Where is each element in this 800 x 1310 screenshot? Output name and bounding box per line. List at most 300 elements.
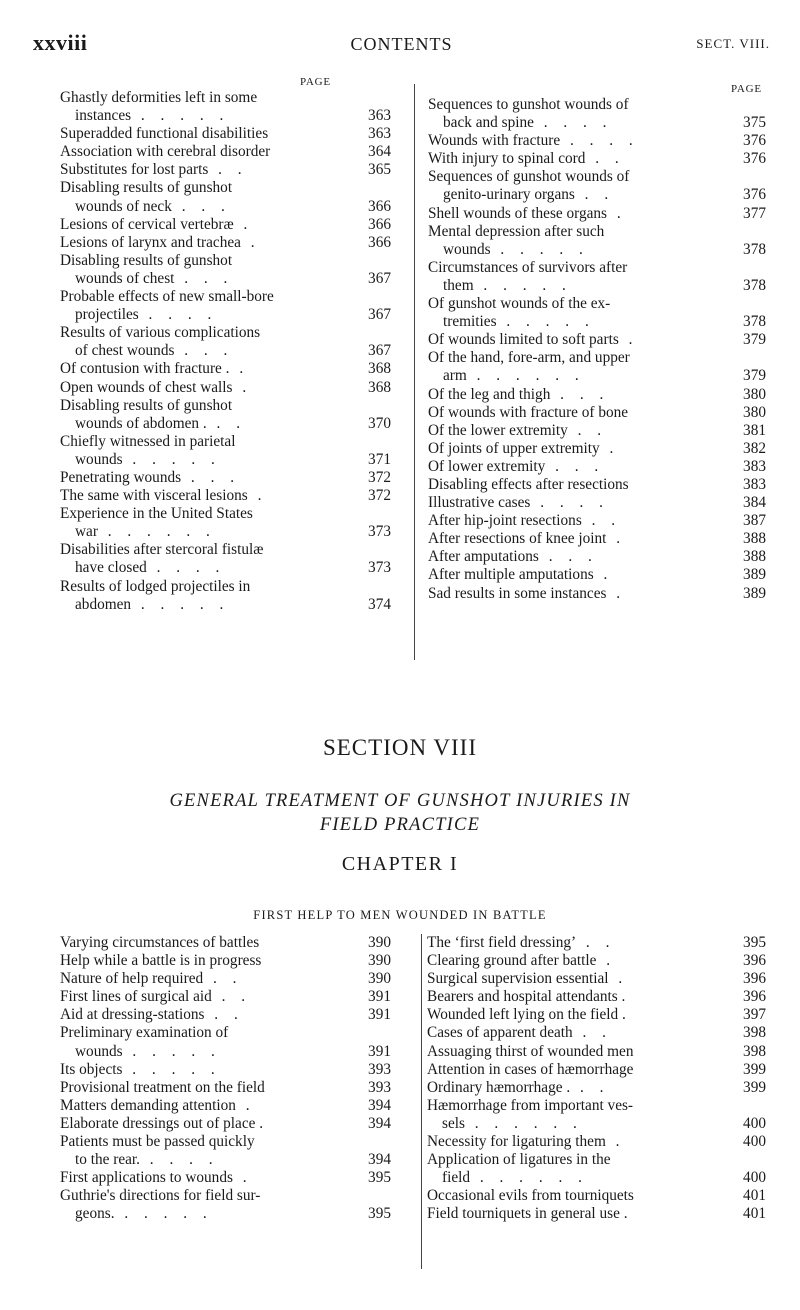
contents-entry	[60, 433, 391, 469]
entry-title-line: Lesions of cervical vertebræ .	[60, 215, 254, 233]
running-title: CONTENTS	[350, 34, 453, 54]
entry-page-number: 399	[743, 1078, 766, 1096]
dot-leader: .	[608, 970, 629, 988]
column-divider-top	[414, 84, 415, 660]
contents-entry	[60, 252, 391, 288]
dot-leader: .	[229, 360, 250, 378]
entry-title	[60, 1115, 353, 1133]
dot-leader: . . .	[181, 468, 241, 486]
contents-entry	[427, 1006, 766, 1024]
entry-title	[427, 970, 728, 988]
entry-page-number: 396	[743, 970, 766, 988]
dot-leader: . .	[204, 1006, 244, 1024]
entry-title	[428, 331, 728, 349]
entry-page-number: 366	[368, 215, 391, 233]
dot-leader: . . . . .	[131, 595, 230, 613]
contents-entry	[60, 1079, 391, 1097]
entry-title-line: wounds of neck . . .	[75, 197, 231, 215]
entry-title-line: Occasional evils from tourniquets	[427, 1187, 634, 1205]
entry-title	[60, 988, 353, 1006]
entry-title-line: Chiefly witnessed in parietal	[60, 432, 236, 450]
contents-entry	[428, 476, 766, 494]
section-subtitle-line-1: GENERAL TREATMENT OF GUNSHOT INJURIES IN	[169, 791, 631, 811]
dot-leader: . . . . .	[490, 240, 589, 258]
entry-title	[60, 505, 353, 541]
entry-title-line: have closed . . . .	[75, 559, 226, 577]
entry-page-number: 400	[743, 1169, 766, 1187]
contents-entry	[60, 234, 391, 252]
entry-title-line: First lines of surgical aid . .	[60, 988, 252, 1006]
entry-page-number: 383	[743, 457, 766, 475]
dot-leader: .	[247, 487, 268, 505]
contents-entry	[427, 1024, 766, 1042]
entry-title-line: instances . . . . .	[75, 107, 230, 125]
page-number: xxviii	[33, 30, 88, 55]
entry-title	[427, 1205, 728, 1223]
entry-page-number: 390	[368, 952, 391, 970]
entry-title	[427, 1151, 728, 1187]
chapter-subtitle: FIRST HELP TO MEN WOUNDED IN BATTLE	[253, 908, 547, 922]
contents-entry	[60, 125, 391, 143]
dot-leader: .	[599, 439, 620, 457]
entry-title-line: Superadded functional disabilities	[60, 125, 269, 143]
entry-page-number: 363	[368, 107, 391, 125]
entry-title-line: of chest wounds . . .	[75, 342, 234, 360]
entry-title-line: wounds . . . . .	[75, 450, 221, 468]
entry-page-number: 376	[743, 132, 766, 150]
entry-title-line: geons. . . . . .	[75, 1205, 213, 1223]
entry-page-number: 389	[743, 584, 766, 602]
entry-title	[428, 132, 728, 150]
entry-page-number: 366	[368, 233, 391, 251]
contents-entry	[60, 934, 391, 952]
dot-leader: . . . . . .	[466, 367, 585, 385]
entry-title-line: Preliminary examination of	[60, 1024, 229, 1042]
column-divider-bottom	[421, 934, 422, 1269]
entry-title	[427, 1024, 728, 1042]
contents-entry	[427, 934, 766, 952]
entry-page-number: 381	[743, 421, 766, 439]
entry-title-line: Of gunshot wounds of the ex-	[428, 295, 611, 313]
entry-title	[427, 1006, 728, 1024]
contents-entry	[428, 223, 766, 259]
entry-title	[60, 934, 353, 952]
entry-title	[60, 324, 353, 360]
entry-title-line: wounds of chest . . .	[75, 269, 234, 287]
entry-page-number: 394	[368, 1114, 391, 1132]
entry-page-number: 377	[743, 204, 766, 222]
entry-page-number: 367	[368, 269, 391, 287]
entry-title	[428, 404, 728, 422]
entry-title	[428, 422, 728, 440]
entry-page-number: 368	[368, 360, 391, 378]
entry-page-number: 364	[368, 143, 391, 161]
entry-title-line: Illustrative cases . . . .	[428, 494, 609, 512]
dot-leader: . .	[211, 988, 252, 1006]
entry-title-line: wounds . . . . .	[443, 240, 589, 258]
entry-page-number: 367	[368, 306, 391, 324]
entry-title	[428, 259, 728, 295]
contents-entry	[428, 295, 766, 331]
entry-title-line: After multiple amputations .	[428, 566, 614, 584]
entry-title	[427, 934, 728, 952]
contents-entry	[427, 1133, 766, 1151]
contents-entry	[60, 216, 391, 234]
contents-entry	[428, 331, 766, 349]
dot-leader: .	[606, 584, 627, 602]
contents-entry	[60, 1115, 391, 1133]
entry-title	[428, 295, 728, 331]
contents-entry	[60, 578, 391, 614]
dot-leader: .	[233, 215, 254, 233]
entry-title	[60, 179, 353, 215]
entry-title	[427, 952, 728, 970]
entry-title-line: Necessity for ligaturing them .	[427, 1133, 626, 1151]
entry-title	[428, 548, 728, 566]
entry-title-line: Guthrie's directions for field sur-	[60, 1187, 261, 1205]
page-column-label-right: PAGE	[731, 83, 762, 95]
entry-page-number: 365	[368, 161, 391, 179]
entry-title-line: war . . . . . .	[75, 523, 216, 541]
dot-leader: .	[232, 378, 253, 396]
entry-title	[427, 1187, 728, 1205]
entry-title	[428, 205, 728, 223]
dot-leader: . . . . .	[122, 1042, 221, 1060]
contents-entry	[427, 1043, 766, 1061]
entry-title-line: Hæmorrhage from important ves-	[427, 1096, 634, 1114]
entry-title-line: Clearing ground after battle .	[427, 952, 617, 970]
entry-title-line: Elaborate dressings out of place .	[60, 1114, 264, 1132]
entry-title	[60, 970, 353, 988]
contents-entry	[428, 349, 766, 385]
dot-leader: .	[240, 233, 261, 251]
section-subtitle-line-2: FIELD PRACTICE	[319, 815, 481, 835]
contents-entry	[428, 168, 766, 204]
entry-page-number: 382	[743, 439, 766, 457]
entry-title	[428, 168, 728, 204]
entry-title-line: Ghastly deformities left in some	[60, 89, 258, 106]
entry-title	[60, 1079, 353, 1097]
entry-title-line: them . . . . .	[443, 276, 572, 294]
dot-leader: . . . . .	[114, 1205, 213, 1223]
entry-page-number: 371	[368, 450, 391, 468]
contents-entry	[60, 1169, 391, 1187]
entry-title-line: Of lower extremity . . .	[428, 457, 605, 475]
entry-title-line: genito-urinary organs . .	[443, 186, 615, 204]
contents-column-bottom-left	[60, 934, 391, 1224]
entry-page-number: 370	[368, 414, 391, 432]
entry-page-number: 376	[743, 150, 766, 168]
contents-entry	[427, 1151, 766, 1187]
contents-entry	[427, 1187, 766, 1205]
entry-title-line: Experience in the United States	[60, 505, 253, 523]
entry-title	[60, 541, 353, 577]
entry-title	[60, 1169, 353, 1187]
contents-entry	[60, 324, 391, 360]
entry-title-line: Nature of help required . .	[60, 970, 243, 988]
entry-title-line: Of the leg and thigh . . .	[428, 385, 610, 403]
contents-entry	[428, 259, 766, 295]
entry-page-number: 401	[743, 1187, 766, 1205]
entry-page-number: 374	[368, 595, 391, 613]
entry-page-number: 396	[743, 988, 766, 1006]
entry-title-line: Probable effects of new small-bore	[60, 288, 274, 306]
entry-title	[60, 379, 353, 397]
dot-leader: . . . . .	[122, 1060, 221, 1078]
entry-title	[428, 150, 728, 168]
entry-title-line: Aid at dressing-stations . .	[60, 1006, 244, 1024]
dot-leader: . . . . . .	[464, 1114, 583, 1132]
entry-title	[60, 252, 353, 288]
entry-page-number: 400	[743, 1133, 766, 1151]
entry-page-number: 395	[368, 1205, 391, 1223]
entry-title	[60, 1097, 353, 1115]
entry-title	[60, 487, 353, 505]
entry-title	[60, 234, 353, 252]
entry-page-number: 368	[368, 378, 391, 396]
contents-column-top-left	[60, 89, 391, 614]
dot-leader: . .	[585, 150, 625, 168]
entry-page-number: 396	[743, 952, 766, 970]
contents-entry	[60, 1024, 391, 1060]
entry-page-number: 399	[743, 1060, 766, 1078]
contents-column-bottom-right	[427, 934, 766, 1224]
entry-title	[427, 988, 728, 1006]
dot-leader: .	[606, 530, 627, 548]
entry-title	[428, 494, 728, 512]
entry-page-number: 389	[743, 566, 766, 584]
dot-leader: . . . .	[533, 114, 613, 132]
entry-title	[60, 1133, 353, 1169]
entry-page-number: 378	[743, 240, 766, 258]
dot-leader: . . . .	[530, 494, 609, 512]
dot-leader: . . .	[545, 457, 605, 475]
entry-title	[428, 96, 728, 132]
entry-page-number: 397	[743, 1006, 766, 1024]
entry-page-number: 390	[368, 934, 391, 951]
entry-title-line: wounds of abdomen . . .	[75, 414, 247, 432]
contents-entry	[428, 150, 766, 168]
entry-title-line: The same with visceral lesions .	[60, 487, 268, 505]
dot-leader: . . .	[174, 269, 234, 287]
entry-title	[428, 440, 728, 458]
entry-page-number: 367	[368, 342, 391, 360]
contents-entry	[427, 952, 766, 970]
entry-title-line: Wounds with fracture . . . .	[428, 132, 639, 150]
dot-leader: .	[235, 1096, 256, 1114]
contents-entry	[427, 988, 766, 1006]
entry-page-number: 395	[368, 1169, 391, 1187]
entry-title	[60, 89, 353, 125]
contents-entry	[60, 89, 391, 125]
dot-leader: . . . .	[139, 1151, 219, 1169]
contents-entry	[428, 386, 766, 404]
entry-page-number: 398	[743, 1042, 766, 1060]
entry-title-line: projectiles . . . .	[75, 306, 218, 324]
entry-title-line: Wounded left lying on the field .	[427, 1006, 626, 1024]
contents-entry	[60, 1061, 391, 1079]
contents-entry	[427, 1079, 766, 1097]
contents-entry	[60, 1097, 391, 1115]
dot-leader: . . . .	[138, 306, 218, 324]
contents-entry	[428, 422, 766, 440]
contents-entry	[60, 988, 391, 1006]
dot-leader: . . . . .	[131, 107, 230, 125]
entry-title	[428, 476, 728, 494]
entry-title	[427, 1133, 728, 1151]
contents-entry	[428, 440, 766, 458]
entry-title	[60, 1187, 353, 1223]
entry-page-number: 388	[743, 530, 766, 548]
entry-title	[60, 1061, 353, 1079]
entry-page-number: 391	[368, 1006, 391, 1024]
entry-page-number: 398	[743, 1024, 766, 1042]
contents-entry	[428, 205, 766, 223]
entry-title-line: Results of various complications	[60, 324, 261, 342]
entry-title-line: arm . . . . . .	[443, 367, 585, 385]
entry-title-line: Matters demanding attention .	[60, 1096, 256, 1114]
dot-leader: . . .	[174, 342, 234, 360]
dot-leader: . .	[574, 186, 615, 204]
contents-entry	[60, 970, 391, 988]
contents-entry	[428, 494, 766, 512]
contents-entry	[428, 404, 766, 422]
contents-entry	[427, 1205, 766, 1223]
contents-entry	[60, 487, 391, 505]
section-title: SECTION VIII	[322, 735, 478, 760]
entry-title-line: Patients must be passed quickly	[60, 1133, 255, 1151]
dot-leader: . . . . . .	[97, 523, 216, 541]
entry-page-number: 373	[368, 523, 391, 541]
entry-title-line: sels . . . . . .	[442, 1114, 583, 1132]
entry-page-number: 395	[743, 934, 766, 951]
contents-entry	[428, 530, 766, 548]
entry-page-number: 388	[743, 548, 766, 566]
entry-title-line: abdomen . . . . .	[75, 595, 230, 613]
entry-title-line: Sad results in some instances .	[428, 584, 627, 602]
dot-leader: . . . . . .	[470, 1169, 588, 1187]
entry-title-line: Penetrating wounds . . .	[60, 468, 241, 486]
entry-title	[428, 458, 728, 476]
contents-entry	[427, 970, 766, 988]
entry-title-line: back and spine . . . .	[443, 114, 613, 132]
dot-leader: . .	[576, 934, 616, 951]
entry-title	[428, 512, 728, 530]
entry-title	[60, 143, 353, 161]
entry-title	[60, 469, 353, 487]
contents-entry	[60, 1133, 391, 1169]
entry-title	[60, 161, 353, 179]
entry-title-line: Bearers and hospital attendants .	[427, 988, 626, 1006]
dot-leader: .	[605, 1133, 626, 1151]
contents-entry	[60, 161, 391, 179]
entry-title-line: After amputations . . .	[428, 548, 598, 566]
dot-leader: . . . . .	[122, 450, 221, 468]
entry-title-line: Of contusion with fracture . .	[60, 360, 250, 378]
entry-page-number: 391	[368, 1042, 391, 1060]
entry-title	[60, 433, 353, 469]
section-marker: SECT. VIII.	[696, 36, 770, 51]
contents-entry	[60, 143, 391, 161]
entry-page-number: 380	[743, 403, 766, 421]
entry-title	[428, 349, 728, 385]
entry-title	[60, 125, 353, 143]
dot-leader: .	[607, 204, 627, 222]
entry-title-line: Association with cerebral disorder	[60, 143, 271, 161]
contents-entry	[427, 1097, 766, 1133]
entry-title-line: Disabling effects after resections	[428, 475, 629, 493]
contents-entry	[428, 585, 766, 603]
entry-title-line: Its objects . . . . .	[60, 1060, 221, 1078]
entry-title	[427, 1097, 728, 1133]
entry-page-number: 400	[743, 1114, 766, 1132]
entry-title-line: Results of lodged projectiles in	[60, 577, 251, 595]
entry-page-number: 393	[368, 1060, 391, 1078]
dot-leader: . . . . .	[473, 276, 572, 294]
entry-page-number: 375	[743, 114, 766, 132]
contents-entry	[60, 541, 391, 577]
dot-leader: . .	[203, 970, 243, 988]
entry-page-number: 391	[368, 988, 391, 1006]
entry-title-line: Of wounds with fracture of bone	[428, 403, 629, 421]
contents-entry	[60, 505, 391, 541]
entry-title-line: After resections of knee joint .	[428, 530, 627, 548]
entry-page-number: 387	[743, 512, 766, 530]
contents-entry	[427, 1061, 766, 1079]
entry-title-line: Surgical supervision essential .	[427, 970, 629, 988]
contents-entry	[60, 1006, 391, 1024]
entry-title-line: Disabling results of gunshot	[60, 251, 233, 269]
entry-page-number: 376	[743, 186, 766, 204]
dot-leader: . .	[581, 512, 622, 530]
entry-title-line: Varying circumstances of battles	[60, 934, 260, 951]
chapter-title: CHAPTER I	[341, 853, 459, 875]
entry-title-line: Disabilities after stercoral fistulæ	[60, 541, 264, 559]
contents-entry	[60, 952, 391, 970]
entry-title-line: Provisional treatment on the field	[60, 1078, 265, 1096]
dot-leader: . .	[208, 161, 248, 179]
dot-leader: . . . .	[146, 559, 226, 577]
contents-entry	[428, 566, 766, 584]
entry-title	[427, 1061, 728, 1079]
entry-page-number: 373	[368, 559, 391, 577]
entry-title-line: Sequences to gunshot wounds of	[428, 96, 629, 113]
dot-leader: . . . .	[560, 132, 639, 150]
dot-leader: .	[618, 331, 639, 349]
entry-page-number: 372	[368, 487, 391, 505]
entry-page-number: 401	[743, 1205, 766, 1223]
entry-title	[428, 223, 728, 259]
entry-title-line: Of wounds limited to soft parts .	[428, 331, 639, 349]
entry-title-line: With injury to spinal cord . .	[428, 150, 625, 168]
entry-title-line: Disabling results of gunshot	[60, 179, 233, 197]
running-header	[33, 30, 770, 60]
contents-entry	[60, 397, 391, 433]
dot-leader: . .	[572, 1024, 612, 1042]
entry-title-line: to the rear. . . . .	[75, 1151, 219, 1169]
contents-entry	[60, 379, 391, 397]
contents-column-top-right	[428, 96, 766, 603]
entry-title	[60, 360, 353, 378]
entry-page-number: 379	[743, 367, 766, 385]
entry-title	[60, 216, 353, 234]
entry-title-line: Assuaging thirst of wounded men	[427, 1042, 634, 1060]
entry-title-line: Attention in cases of hæmorrhage	[427, 1060, 634, 1078]
entry-title	[427, 1043, 728, 1061]
entry-title-line: Cases of apparent death . .	[427, 1024, 612, 1042]
entry-title-line: Help while a battle is in progress	[60, 952, 262, 970]
contents-entry	[428, 458, 766, 476]
